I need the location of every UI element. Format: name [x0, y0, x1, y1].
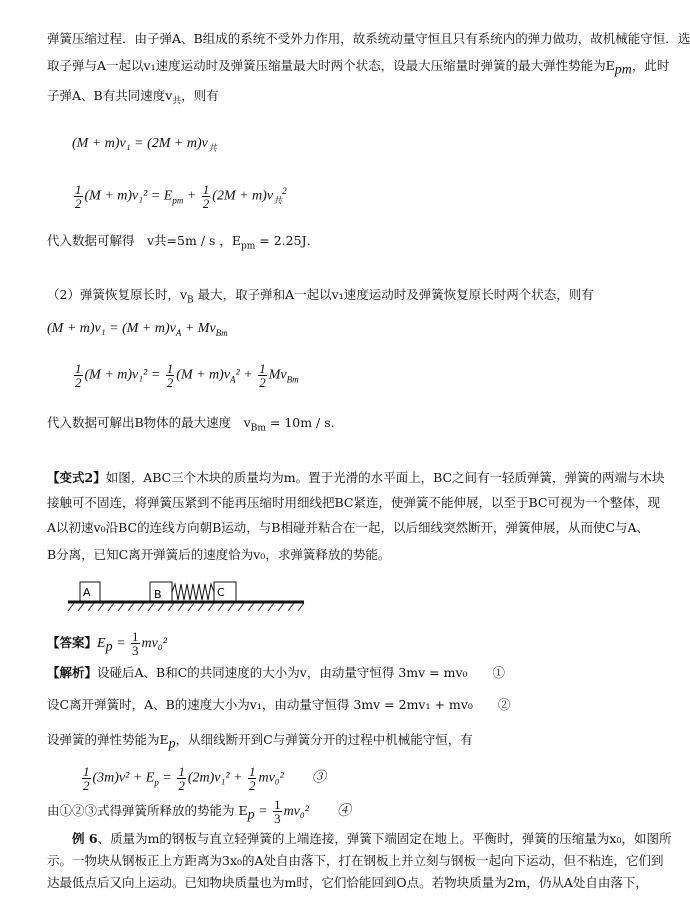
text-line-3	[47, 87, 219, 111]
blocks-spring-figure	[68, 578, 308, 618]
eq3-sub: A	[175, 327, 182, 338]
eq2-pre: (M + m)v₁² = E	[84, 188, 173, 204]
fraction-half: $\frac{1}{2}$	[75, 181, 82, 211]
analysis-eq-5: =	[254, 804, 272, 819]
answer-eq: =	[112, 636, 130, 651]
fraction-third: $\frac{1}{3}$	[132, 629, 139, 658]
answer-e: E	[97, 636, 106, 651]
example6-text-1: 、质量为m的钢板与直立轻弹簧的上端连接，弹簧下端固定在地上。平衡时，弹簧的压缩量为x₀，如图所	[97, 831, 672, 846]
eq1-sub: 共	[207, 142, 217, 153]
example6-line-2: 示。一物块从钢板正上方距离为3x₀的A处自由落下，打在钢板上并立刻与钢板一起向下运动，但不粘连，它们到	[47, 853, 664, 868]
p2-sub: B	[187, 295, 194, 306]
answer-sub: p	[105, 639, 113, 655]
analysis-text-1: 设碰后A、B和C的共同速度的大小为v，由动量守恒得 3mv = mv₀ ①	[97, 665, 506, 680]
variant2-line-2: 接触可不固连，将弹簧压紧到不能再压缩时用细线把BC紧连，使弹簧不能伸展，以至于BC可视为一个整体，现	[47, 495, 660, 510]
equation-2	[72, 182, 287, 210]
example6-line-3: 达最低点后又向上运动。已知物块质量也为m时，它们恰能回到O点。若物块质量为2m，仍从A处自由落下，	[47, 875, 648, 890]
result-2	[47, 414, 343, 438]
jx-eq-c: (2m)v₁² +	[187, 770, 246, 786]
fraction-half: $\frac{1}{2}$	[83, 764, 90, 793]
equation-1	[72, 135, 217, 157]
eq2-post-sup: 2	[282, 186, 287, 196]
jx-eq-a: (3m)v² + E	[92, 770, 155, 786]
answer-line	[47, 630, 167, 657]
example6-tag: 例 6	[72, 831, 98, 846]
eq4-end-sub: Bm	[286, 374, 299, 385]
eq2-post-sub: 共	[273, 195, 283, 206]
analysis-tail-5: mv₀² ④	[283, 804, 351, 819]
text-line-2	[47, 57, 669, 80]
eq3-sub2: Bm	[215, 327, 228, 338]
analysis-text-5: 由①②③式得弹簧所释放的势能为 E	[47, 803, 248, 818]
eq4-plus: ² +	[235, 367, 257, 383]
analysis-line-2: 设C离开弹簧时，A、B的速度大小为v₁，由动量守恒得 3mv = 2mv₁ + mv₀ ②	[47, 697, 511, 712]
res2-sub: Bm	[250, 423, 266, 434]
line3-text: 子弹A、B有共同速度v	[47, 88, 173, 103]
variant2-text-1: 如图，ABC三个木块的质量均为m。置于光滑的水平面上，BC之间有一轻质弹簧，弹簧的两端与木块	[105, 470, 665, 485]
analysis-line-3	[47, 731, 473, 754]
eq3-text: (M + m)v₁ = (M + m)v	[47, 321, 176, 336]
eq3-mid: + Mv	[181, 321, 216, 336]
line2-end: ，此时	[631, 58, 670, 73]
line2-sub: pm	[614, 62, 632, 78]
res1-sub: pm	[241, 241, 256, 252]
answer-tag: 【答案】	[47, 635, 98, 650]
analysis-line-1	[47, 664, 505, 682]
variant2-line-1	[47, 469, 665, 487]
jx-eq-b: =	[158, 770, 176, 786]
eq4-end: Mv	[268, 367, 287, 383]
eq4-pre: (M + m)v₁² =	[84, 367, 164, 383]
analysis-text-3: 设弹簧的弹性势能为E	[47, 732, 169, 747]
fraction-half: $\frac{1}{2}$	[259, 361, 266, 390]
p2-mid: 最大，取子弹和A一起以v₁速度运动时及弹簧恢复原长时两个状态，则有	[193, 287, 594, 302]
example6-line-1	[72, 830, 671, 848]
block-a-label: A	[83, 586, 91, 599]
fraction-half: $\frac{1}{2}$	[202, 181, 210, 211]
analysis-end-3: ，从细线断开到C与弹簧分开的过程中机械能守恒，有	[175, 732, 473, 747]
line3-sub: 共	[172, 96, 182, 107]
analysis-sub-3: p	[168, 736, 176, 752]
fraction-third: $\frac{1}{3}$	[274, 797, 281, 826]
eq1-text: (M + m)v₁ = (2M + m)v	[72, 136, 208, 151]
analysis-sub-5: p	[247, 807, 255, 823]
fraction-half: $\frac{1}{2}$	[248, 764, 256, 793]
equation-3	[47, 320, 228, 342]
block-b-label: B	[154, 588, 162, 601]
res1-text: 代入数据可解得 v共=5m / s ，E	[47, 233, 242, 248]
jx-eq-sub: p	[154, 777, 159, 788]
ground-hatch	[68, 603, 304, 611]
res1-end: = 2.25J．	[255, 233, 320, 248]
spring	[172, 584, 214, 600]
result-1	[47, 232, 319, 256]
variant2-line-3: A以初速v₀沿BC的连线方向朝B运动，与B相碰并粘合在一起，以后细线突然断开，弹簧伸展，从而使C与A、	[47, 520, 650, 535]
eq4-sub: A	[230, 374, 236, 385]
analysis-line-5	[47, 798, 351, 825]
eq2-sub: pm	[172, 195, 184, 206]
answer-tail: mv₀²	[141, 636, 167, 651]
fraction-half: $\frac{1}{2}$	[166, 361, 174, 390]
variant2-line-4: B分离，已知C离开弹簧后的速度恰为v₀，求弹簧释放的势能。	[47, 547, 391, 562]
equation-4	[72, 362, 299, 389]
jx-eq-d: mv₀² ③	[258, 770, 326, 786]
res2-text: 代入数据可解出B物体的最大速度 v	[47, 415, 251, 430]
variant2-tag: 【变式2】	[47, 470, 106, 485]
line3-end: ，则有	[181, 88, 219, 103]
text-line-1: 弹簧压缩过程．由子弹A、B组成的系统不受外力作用，故系统动量守恒且只有系统内的弹力做功，故机械能守恒．选	[47, 31, 690, 46]
p2-text: （2）弹簧恢复原长时，v	[47, 287, 188, 302]
analysis-tag: 【解析】	[47, 665, 98, 680]
part2-line	[47, 286, 594, 310]
fraction-half: $\frac{1}{2}$	[178, 764, 185, 793]
res2-end: = 10m / s．	[265, 415, 344, 430]
eq2-post: (2M + m)v	[212, 188, 274, 204]
fraction-half: $\frac{1}{2}$	[75, 361, 82, 390]
block-c-label: C	[217, 586, 225, 599]
eq4-mid: (M + m)v	[176, 367, 231, 383]
line2-text: 取子弹与A一起以v₁速度运动时及弹簧压缩量最大时两个状态，设最大压缩量时弹簧的最大弹性势能为E	[47, 58, 615, 73]
eq2-mid: +	[183, 188, 200, 204]
analysis-equation	[80, 765, 326, 792]
